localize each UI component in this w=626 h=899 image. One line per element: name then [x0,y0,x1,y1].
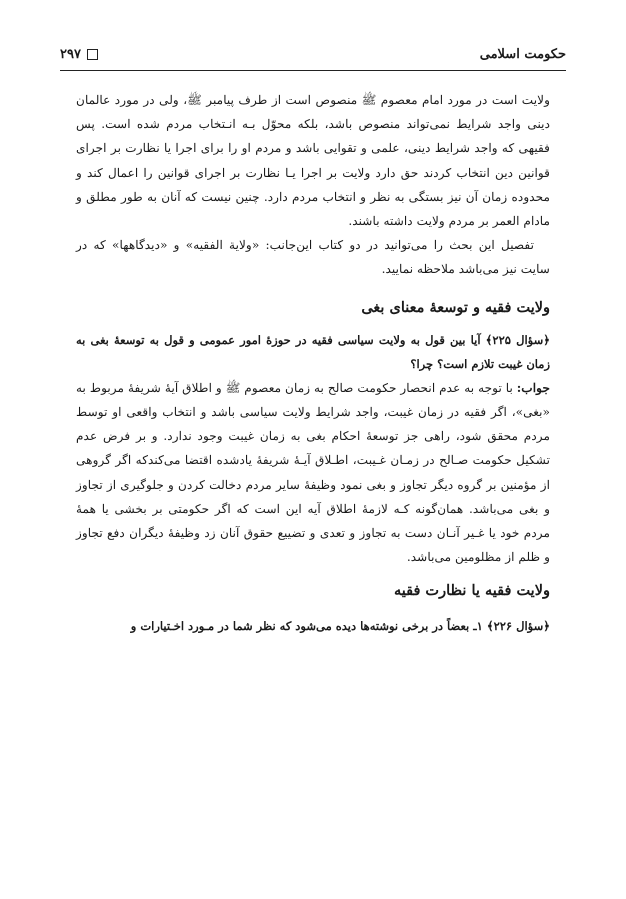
answer-225 [76,376,550,570]
header-rule [60,70,566,71]
section-heading-2: ولایت فقیه یا نظارت فقیه [393,582,550,600]
page-content [76,88,550,638]
question-close-bracket: ﴾ [480,332,493,347]
question-226-label: سؤال ۲۲۶ [493,618,544,633]
intro-paragraph: ولایت است در مورد امام معصوم ﷺ منصوص است از طرف پیامبر ﷺ، ولی در مورد عالمان دینی واجد شرایط نمی‌تواند منصوص باشد، بلکه محوّل بـه انـتخاب مردم شده است. پس فقیهی که واجد شرایط دینی، علمی و تقوایی باشد و مردم او را برای اجرا یا نظارت بر اجرای قوانین دین انتخاب کردند حق دارد ولایت بر اجرا یـا نظارت بر اجرای قوانین را اعمال کند و محدوده زمان آن نیز بستگی به نظر و انتخاب مردم دارد. چنین نیست که آنان به طور مطلق و مادام العمر بر مردم ولایت داشته باشند. [76,93,550,229]
question-close-bracket: ﴾ [482,618,494,633]
header-title: حکومت اسلامی [479,46,566,62]
section-heading-1: ولایت فقیه و توسعهٔ معنای بغی [361,298,550,316]
question-open-bracket: ﴿ [543,332,550,347]
question-226-text: ۱ـ بعضاً در برخی نوشته‌ها دیده می‌شود که نظر شما در مـورد اخـتیارات و [130,618,483,633]
question-open-bracket: ﴿ [543,618,550,633]
question-226 [76,614,550,638]
question-225-label: سؤال ۲۲۵ [492,332,544,347]
question-225 [76,328,550,376]
answer-225-text: با توجه به عدم انحصار حکومت صالح به زمان معصوم ﷺ و اطلاق آیهٔ شریفهٔ مربوط به «بغی»، اگر فقیه در زمان غیبت، واجد شرایط ولایت سیاسی باشد و انتخاب واقعی او توسط مردم محقق شود، راهی جز توسعهٔ احکام بغی به زمان غیبت وجود ندارد. و بر فرض عدم تشکیل حکومت صـالح در زمـان غـیبت، اطـلاق آیـهٔ شریفهٔ یادشده اقتضا می‌کندکه اگر گروهی از مؤمنین بر گروه دیگر تجاوز و بغی نمود وظیفهٔ سایر مردم دخالت کردن و جلوگیری از تجاوز و بغی می‌باشد. همان‌گونه کـه لازمهٔ اطلاق آیه این است که اگر حکومتی بر بخشی یا همهٔ مردم خود یا غـیر آنـان دست به تجاوز و تعدی و تضییع حقوق آنان زد وظیفهٔ دیگران دفع تجاوز و ظلم از مظلومین می‌باشد. [76,380,550,565]
running-header [60,44,566,64]
page-number: ۲۹۷ [60,47,98,62]
question-225-text: آیا بین قول به ولایت سیاسی فقیه در حوزهٔ امور عمومی و قول به توسعهٔ بغی به زمان غیبت تلازم است؟ چرا؟ [76,332,550,371]
square-marker-icon [87,49,98,60]
reference-paragraph: تفصیل این بحث را می‌توانید در دو کتاب این‌جانب: «ولایة الفقیه» و «دیدگاهها» که در سایت نیز می‌باشد ملاحظه نمایید. [76,238,550,277]
answer-label: جواب: [516,380,550,395]
